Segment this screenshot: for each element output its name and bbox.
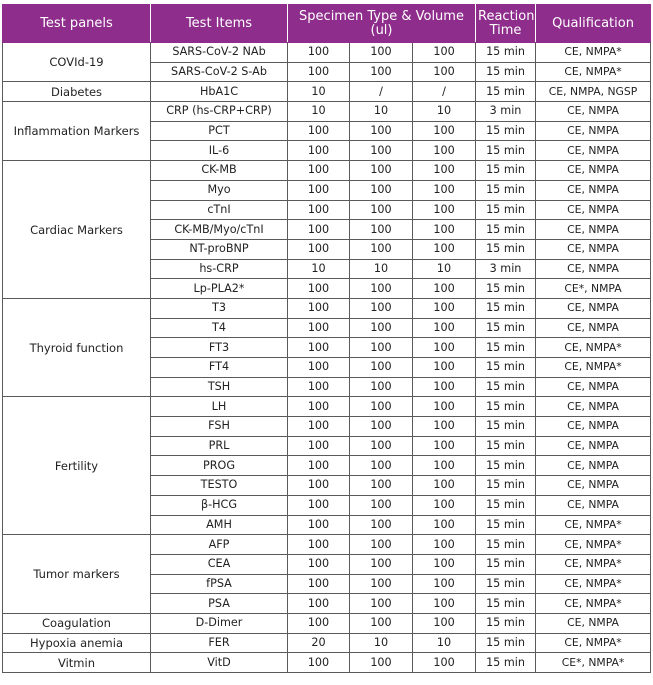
qualification-cell: CE, NMPA*	[536, 535, 651, 555]
volume-cell: 100	[413, 121, 476, 141]
volume-cell: 100	[288, 338, 350, 358]
panel-name-cell: Hypoxia anemia	[3, 633, 151, 653]
table-row	[3, 102, 651, 122]
volume-cell: 100	[350, 594, 413, 614]
reaction-time-cell: 15 min	[476, 180, 536, 200]
test-item-cell: CK-MB/Myo/cTnI	[151, 220, 288, 240]
reaction-time-cell: 15 min	[476, 613, 536, 633]
qualification-cell: CE, NMPA	[536, 377, 651, 397]
qualification-cell: CE, NMPA	[536, 141, 651, 161]
volume-cell: 100	[288, 397, 350, 417]
qualification-cell: CE, NMPA*	[536, 633, 651, 653]
test-item-cell: AFP	[151, 535, 288, 555]
volume-cell: 10	[413, 259, 476, 279]
header-test-panels: Test panels	[3, 5, 151, 43]
volume-cell: 100	[288, 43, 350, 63]
volume-cell: 100	[350, 456, 413, 476]
qualification-cell: CE, NMPA*	[536, 554, 651, 574]
volume-cell: 100	[350, 239, 413, 259]
volume-cell: 100	[350, 318, 413, 338]
volume-cell: 100	[413, 318, 476, 338]
test-item-cell: HbA1C	[151, 82, 288, 102]
reaction-time-cell: 15 min	[476, 476, 536, 496]
volume-cell: 100	[413, 180, 476, 200]
volume-cell: 100	[350, 279, 413, 299]
reaction-time-cell: 15 min	[476, 62, 536, 82]
reaction-time-cell: 15 min	[476, 436, 536, 456]
header-test-items: Test Items	[151, 5, 288, 43]
volume-cell: 100	[288, 436, 350, 456]
panel-name-cell: Coagulation	[3, 613, 151, 633]
header-specimen-volume: Specimen Type & Volume (ul)	[288, 5, 476, 43]
qualification-cell: CE, NMPA*	[536, 62, 651, 82]
reaction-time-cell: 15 min	[476, 633, 536, 653]
test-item-cell: hs-CRP	[151, 259, 288, 279]
volume-cell: 100	[288, 554, 350, 574]
volume-cell: 100	[413, 535, 476, 555]
test-item-cell: T3	[151, 298, 288, 318]
volume-cell: 100	[350, 417, 413, 437]
volume-cell: 100	[413, 515, 476, 535]
volume-cell: 100	[413, 653, 476, 673]
volume-cell: 100	[350, 220, 413, 240]
volume-cell: 100	[350, 141, 413, 161]
test-item-cell: β-HCG	[151, 495, 288, 515]
qualification-cell: CE, NMPA	[536, 102, 651, 122]
reaction-time-cell: 15 min	[476, 515, 536, 535]
test-item-cell: PCT	[151, 121, 288, 141]
volume-cell: 100	[413, 436, 476, 456]
volume-cell: 100	[413, 358, 476, 378]
test-item-cell: FSH	[151, 417, 288, 437]
volume-cell: 100	[288, 318, 350, 338]
volume-cell: 10	[288, 259, 350, 279]
volume-cell: 100	[413, 476, 476, 496]
table-row	[3, 613, 651, 633]
volume-cell: 100	[288, 220, 350, 240]
reaction-time-cell: 15 min	[476, 554, 536, 574]
volume-cell: 100	[288, 161, 350, 181]
reaction-time-cell: 15 min	[476, 239, 536, 259]
volume-cell: 100	[288, 535, 350, 555]
table-row	[3, 653, 651, 673]
reaction-time-cell: 15 min	[476, 338, 536, 358]
table-row	[3, 633, 651, 653]
volume-cell: 100	[413, 200, 476, 220]
reaction-time-cell: 15 min	[476, 574, 536, 594]
qualification-cell: CE, NMPA	[536, 180, 651, 200]
qualification-cell: CE, NMPA*	[536, 574, 651, 594]
volume-cell: 100	[350, 377, 413, 397]
volume-cell: 100	[288, 476, 350, 496]
panel-name-cell: Cardiac Markers	[3, 161, 151, 299]
qualification-cell: CE, NMPA*	[536, 338, 651, 358]
volume-cell: 100	[350, 554, 413, 574]
panel-name-cell: Vitmin	[3, 653, 151, 673]
qualification-cell: CE, NMPA	[536, 259, 651, 279]
table-row	[3, 397, 651, 417]
qualification-cell: CE, NMPA	[536, 161, 651, 181]
volume-cell: 100	[288, 574, 350, 594]
qualification-cell: CE*, NMPA	[536, 279, 651, 299]
qualification-cell: CE, NMPA	[536, 298, 651, 318]
volume-cell: 100	[350, 298, 413, 318]
volume-cell: 100	[288, 653, 350, 673]
qualification-cell: CE, NMPA	[536, 476, 651, 496]
volume-cell: 100	[350, 62, 413, 82]
reaction-time-cell: 15 min	[476, 161, 536, 181]
reaction-time-cell: 15 min	[476, 535, 536, 555]
test-item-cell: CK-MB	[151, 161, 288, 181]
volume-cell: 100	[288, 417, 350, 437]
volume-cell: 100	[288, 141, 350, 161]
volume-cell: 100	[288, 495, 350, 515]
volume-cell: 100	[350, 574, 413, 594]
volume-cell: /	[350, 82, 413, 102]
volume-cell: 100	[413, 239, 476, 259]
volume-cell: 10	[350, 633, 413, 653]
volume-cell: 100	[413, 43, 476, 63]
volume-cell: 100	[288, 298, 350, 318]
volume-cell: 100	[350, 476, 413, 496]
reaction-time-cell: 15 min	[476, 495, 536, 515]
volume-cell: 10	[413, 633, 476, 653]
volume-cell: 100	[350, 180, 413, 200]
table-body	[3, 43, 651, 673]
volume-cell: 100	[350, 397, 413, 417]
volume-cell: 100	[288, 515, 350, 535]
volume-cell: 100	[413, 279, 476, 299]
test-item-cell: AMH	[151, 515, 288, 535]
volume-cell: 100	[288, 279, 350, 299]
table-row	[3, 43, 651, 63]
reaction-time-cell: 15 min	[476, 220, 536, 240]
test-item-cell: TSH	[151, 377, 288, 397]
reaction-time-cell: 15 min	[476, 377, 536, 397]
test-item-cell: CRP (hs-CRP+CRP)	[151, 102, 288, 122]
qualification-cell: CE, NMPA	[536, 397, 651, 417]
volume-cell: 100	[413, 62, 476, 82]
volume-cell: 10	[350, 102, 413, 122]
volume-cell: 10	[413, 102, 476, 122]
qualification-cell: CE, NMPA*	[536, 43, 651, 63]
volume-cell: 100	[288, 456, 350, 476]
reaction-time-cell: 15 min	[476, 298, 536, 318]
reaction-time-cell: 15 min	[476, 594, 536, 614]
qualification-cell: CE, NMPA	[536, 613, 651, 633]
test-item-cell: FT4	[151, 358, 288, 378]
reaction-time-cell: 15 min	[476, 121, 536, 141]
volume-cell: 100	[350, 613, 413, 633]
reaction-time-cell: 15 min	[476, 653, 536, 673]
volume-cell: 100	[350, 358, 413, 378]
volume-cell: 100	[413, 220, 476, 240]
volume-cell: 100	[413, 495, 476, 515]
qualification-cell: CE, NMPA	[536, 121, 651, 141]
reaction-time-cell: 15 min	[476, 417, 536, 437]
volume-cell: 100	[350, 200, 413, 220]
qualification-cell: CE, NMPA	[536, 417, 651, 437]
test-item-cell: cTnI	[151, 200, 288, 220]
table-row	[3, 535, 651, 555]
test-item-cell: Lp-PLA2*	[151, 279, 288, 299]
qualification-cell: CE, NMPA*	[536, 515, 651, 535]
test-item-cell: PSA	[151, 594, 288, 614]
volume-cell: 100	[413, 161, 476, 181]
test-item-cell: NT-proBNP	[151, 239, 288, 259]
volume-cell: 10	[350, 259, 413, 279]
reaction-time-cell: 3 min	[476, 259, 536, 279]
test-item-cell: Myo	[151, 180, 288, 200]
volume-cell: 100	[413, 417, 476, 437]
test-item-cell: SARS-CoV-2 NAb	[151, 43, 288, 63]
volume-cell: 100	[288, 121, 350, 141]
reaction-time-cell: 15 min	[476, 358, 536, 378]
test-item-cell: SARS-CoV-2 S-Ab	[151, 62, 288, 82]
test-item-cell: IL-6	[151, 141, 288, 161]
reaction-time-cell: 15 min	[476, 43, 536, 63]
volume-cell: 100	[413, 456, 476, 476]
reaction-time-cell: 15 min	[476, 456, 536, 476]
volume-cell: 100	[350, 436, 413, 456]
panel-name-cell: COVId-19	[3, 43, 151, 82]
header-row	[3, 5, 651, 43]
volume-cell: 100	[413, 338, 476, 358]
reaction-time-cell: 15 min	[476, 279, 536, 299]
volume-cell: 100	[350, 495, 413, 515]
reaction-time-cell: 15 min	[476, 200, 536, 220]
reaction-time-cell: 15 min	[476, 141, 536, 161]
volume-cell: 100	[350, 121, 413, 141]
test-item-cell: VitD	[151, 653, 288, 673]
volume-cell: 100	[413, 298, 476, 318]
table-row	[3, 298, 651, 318]
panel-name-cell: Tumor markers	[3, 535, 151, 614]
volume-cell: 100	[350, 515, 413, 535]
volume-cell: 100	[288, 377, 350, 397]
table-row	[3, 161, 651, 181]
volume-cell: 10	[288, 82, 350, 102]
volume-cell: 100	[413, 141, 476, 161]
test-item-cell: PROG	[151, 456, 288, 476]
test-item-cell: T4	[151, 318, 288, 338]
panel-name-cell: Inflammation Markers	[3, 102, 151, 161]
panel-name-cell: Thyroid function	[3, 298, 151, 396]
table-row	[3, 82, 651, 102]
volume-cell: 100	[413, 613, 476, 633]
volume-cell: 100	[413, 554, 476, 574]
volume-cell: 100	[288, 358, 350, 378]
qualification-cell: CE*, NMPA*	[536, 653, 651, 673]
panel-name-cell: Fertility	[3, 397, 151, 535]
volume-cell: 100	[350, 653, 413, 673]
volume-cell: 20	[288, 633, 350, 653]
qualification-cell: CE, NMPA	[536, 436, 651, 456]
qualification-cell: CE, NMPA	[536, 456, 651, 476]
qualification-cell: CE, NMPA	[536, 200, 651, 220]
volume-cell: 100	[350, 161, 413, 181]
volume-cell: /	[413, 82, 476, 102]
volume-cell: 100	[288, 180, 350, 200]
qualification-cell: CE, NMPA*	[536, 358, 651, 378]
volume-cell: 100	[413, 377, 476, 397]
volume-cell: 100	[413, 397, 476, 417]
reaction-time-cell: 15 min	[476, 318, 536, 338]
test-item-cell: LH	[151, 397, 288, 417]
table-header	[3, 5, 651, 43]
volume-cell: 100	[350, 43, 413, 63]
qualification-cell: CE, NMPA	[536, 239, 651, 259]
test-panel-table	[2, 4, 651, 673]
volume-cell: 100	[413, 574, 476, 594]
test-item-cell: PRL	[151, 436, 288, 456]
volume-cell: 10	[288, 102, 350, 122]
volume-cell: 100	[288, 62, 350, 82]
volume-cell: 100	[288, 594, 350, 614]
reaction-time-cell: 15 min	[476, 82, 536, 102]
test-item-cell: TESTO	[151, 476, 288, 496]
qualification-cell: CE, NMPA	[536, 220, 651, 240]
panel-name-cell: Diabetes	[3, 82, 151, 102]
reaction-time-cell: 3 min	[476, 102, 536, 122]
header-qualification: Qualification	[536, 5, 651, 43]
volume-cell: 100	[288, 613, 350, 633]
volume-cell: 100	[350, 535, 413, 555]
test-item-cell: CEA	[151, 554, 288, 574]
qualification-cell: CE, NMPA, NGSP	[536, 82, 651, 102]
qualification-cell: CE, NMPA	[536, 495, 651, 515]
header-reaction-time: Reaction Time	[476, 5, 536, 43]
test-item-cell: D-Dimer	[151, 613, 288, 633]
qualification-cell: CE, NMPA	[536, 318, 651, 338]
test-item-cell: FER	[151, 633, 288, 653]
reaction-time-cell: 15 min	[476, 397, 536, 417]
volume-cell: 100	[288, 239, 350, 259]
test-item-cell: FT3	[151, 338, 288, 358]
qualification-cell: CE, NMPA*	[536, 594, 651, 614]
test-item-cell: fPSA	[151, 574, 288, 594]
volume-cell: 100	[350, 338, 413, 358]
volume-cell: 100	[413, 594, 476, 614]
volume-cell: 100	[288, 200, 350, 220]
